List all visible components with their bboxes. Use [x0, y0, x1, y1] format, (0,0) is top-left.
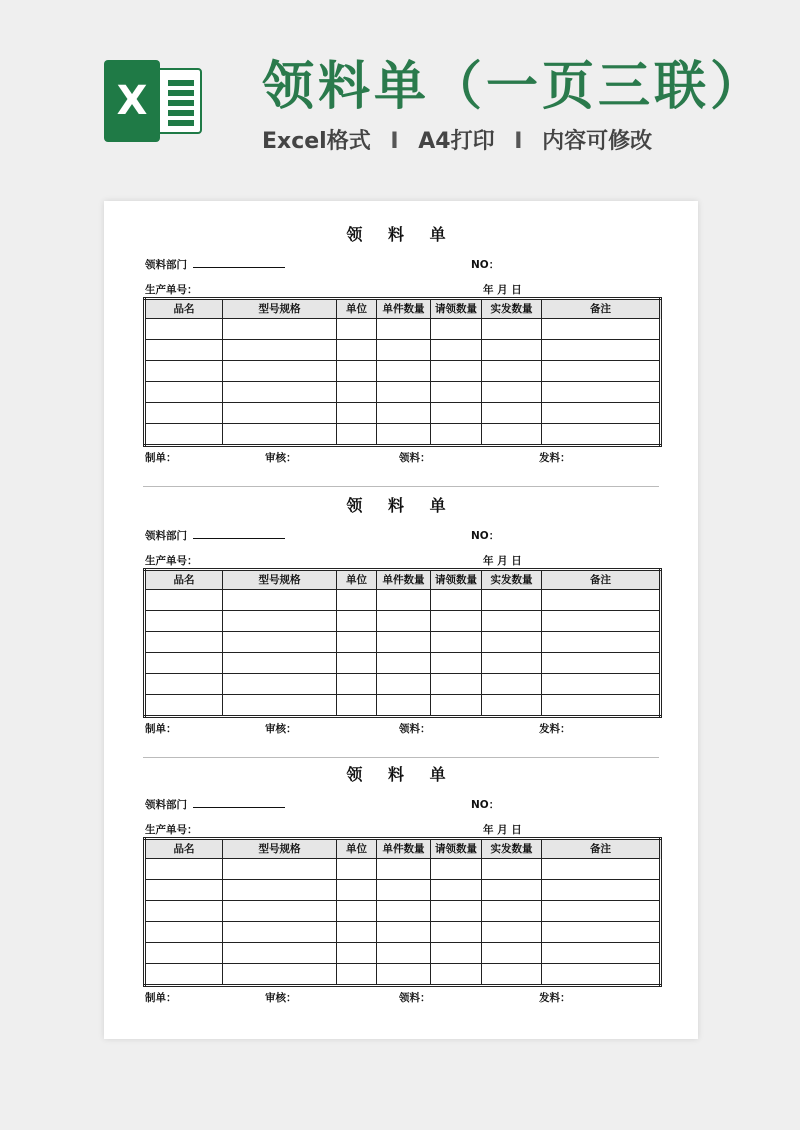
issuer-label: 发料： [539, 992, 571, 1004]
order-label: 生产单号： [145, 824, 198, 836]
maker-label: 制单： [145, 992, 177, 1004]
subtitle-separator: I [514, 129, 523, 154]
receiver-label: 领料： [399, 723, 431, 735]
table-row [145, 653, 661, 674]
col-remarks: 备注 [542, 839, 661, 859]
order-label: 生产单号： [145, 284, 198, 296]
date-label: 年 月 日 [483, 824, 522, 836]
page-subtitle [262, 126, 652, 158]
reviewer-label: 审核： [265, 452, 297, 464]
col-unit: 单位 [337, 839, 377, 859]
table-header-row [145, 299, 661, 319]
maker-label: 制单： [145, 723, 177, 735]
table-row [145, 403, 661, 424]
col-unit-qty: 单件数量 [377, 570, 431, 590]
table-row [145, 424, 661, 446]
form-title: 领 料 单 [346, 765, 456, 784]
requisition-form-3 [104, 741, 698, 1004]
receiver-label: 领料： [399, 452, 431, 464]
requisition-table [143, 837, 662, 987]
col-unit: 单位 [337, 570, 377, 590]
table-row [145, 859, 661, 880]
table-row [145, 943, 661, 964]
excel-logo-icon [104, 60, 204, 142]
col-unit-qty: 单件数量 [377, 839, 431, 859]
no-label: NO： [471, 799, 500, 811]
col-unit-qty: 单件数量 [377, 299, 431, 319]
page-title: 领料单（一页三联） [262, 57, 767, 117]
dept-label: 领料部门 [145, 259, 187, 271]
col-spec: 型号规格 [223, 839, 337, 859]
col-unit: 单位 [337, 299, 377, 319]
receiver-label: 领料： [399, 992, 431, 1004]
excel-badge: X [104, 60, 160, 142]
reviewer-label: 审核： [265, 723, 297, 735]
col-spec: 型号规格 [223, 299, 337, 319]
table-row [145, 361, 661, 382]
table-header-row [145, 570, 661, 590]
requisition-table [143, 568, 662, 718]
table-row [145, 695, 661, 717]
table-row [145, 611, 661, 632]
paper-sheet [104, 201, 698, 1039]
table-row [145, 319, 661, 340]
col-requested-qty: 请领数量 [431, 299, 482, 319]
table-row [145, 674, 661, 695]
table-row [145, 964, 661, 986]
col-item-name: 品名 [145, 839, 223, 859]
reviewer-label: 审核： [265, 992, 297, 1004]
subtitle-format: Excel格式 [262, 129, 371, 154]
col-requested-qty: 请领数量 [431, 570, 482, 590]
date-label: 年 月 日 [483, 555, 522, 567]
table-row [145, 901, 661, 922]
col-spec: 型号规格 [223, 570, 337, 590]
table-row [145, 382, 661, 403]
requisition-form-2 [104, 472, 698, 735]
table-header-row [145, 839, 661, 859]
dept-fill-line [193, 538, 285, 539]
subtitle-editable: 内容可修改 [542, 129, 653, 154]
maker-label: 制单： [145, 452, 177, 464]
dept-fill-line [193, 267, 285, 268]
dept-label: 领料部门 [145, 799, 187, 811]
col-item-name: 品名 [145, 570, 223, 590]
requisition-form-1 [104, 201, 698, 464]
col-remarks: 备注 [542, 299, 661, 319]
table-row [145, 922, 661, 943]
table-row [145, 340, 661, 361]
issuer-label: 发料： [539, 723, 571, 735]
col-item-name: 品名 [145, 299, 223, 319]
subtitle-print: A4打印 [418, 129, 495, 154]
col-requested-qty: 请领数量 [431, 839, 482, 859]
col-issued-qty: 实发数量 [482, 839, 542, 859]
dept-label: 领料部门 [145, 530, 187, 542]
dept-fill-line [193, 807, 285, 808]
form-title: 领 料 单 [346, 225, 456, 244]
requisition-table [143, 297, 662, 447]
col-issued-qty: 实发数量 [482, 299, 542, 319]
col-issued-qty: 实发数量 [482, 570, 542, 590]
no-label: NO： [471, 530, 500, 542]
issuer-label: 发料： [539, 452, 571, 464]
col-remarks: 备注 [542, 570, 661, 590]
subtitle-separator: I [390, 129, 399, 154]
table-row [145, 590, 661, 611]
date-label: 年 月 日 [483, 284, 522, 296]
table-row [145, 880, 661, 901]
form-title: 领 料 单 [346, 496, 456, 515]
no-label: NO： [471, 259, 500, 271]
order-label: 生产单号： [145, 555, 198, 567]
table-row [145, 632, 661, 653]
